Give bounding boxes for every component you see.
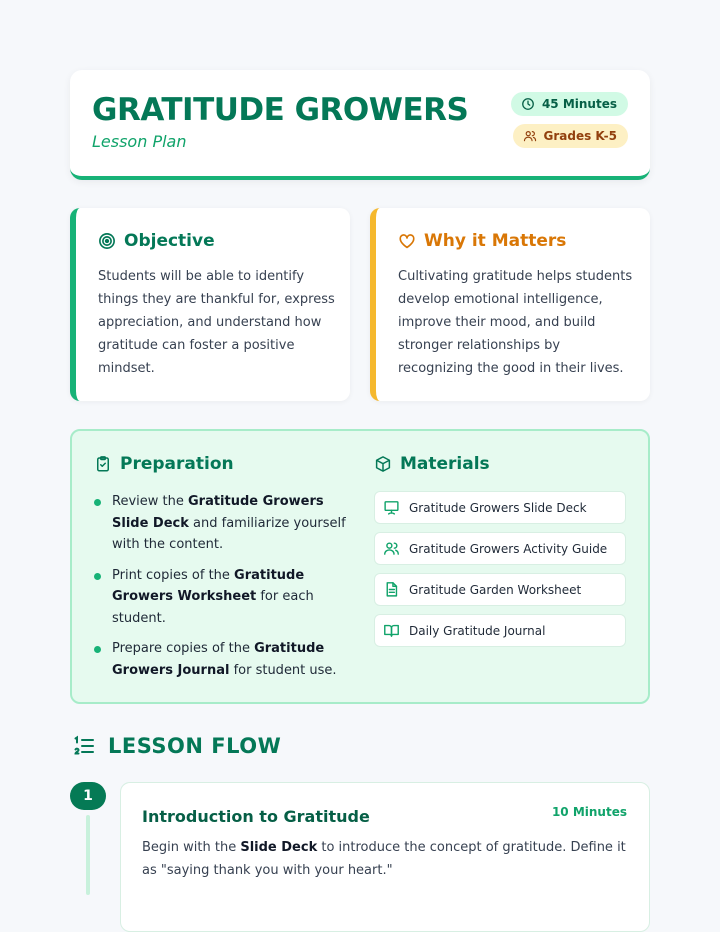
preparation-heading [94,454,234,474]
why-it-matters-card [370,208,650,401]
step-card [120,782,650,932]
header-card [70,70,650,180]
objective-heading [98,231,215,251]
grades-badge [513,124,629,148]
duration-label: 45 Minutes [541,97,617,111]
presentation-icon [383,499,400,516]
objective-heading-text: Objective [124,231,215,251]
page-subtitle: Lesson Plan [92,132,187,151]
material-label: Gratitude Growers Slide Deck [409,500,587,515]
list-item: Print copies of the Gratitude Growers Worksheet for each student. [94,565,354,630]
book-icon [383,622,400,639]
material-label: Daily Gratitude Journal [409,623,546,638]
clock-icon [521,97,535,111]
lesson-flow-heading-text: LESSON FLOW [108,734,282,758]
why-heading [398,231,566,251]
users-icon [523,129,537,143]
material-label: Gratitude Growers Activity Guide [409,541,608,556]
material-item[interactable] [374,614,626,647]
clipboard-check-icon [94,455,112,473]
materials-heading [374,454,490,474]
why-text: Cultivating gratitude helps students develop emotional intelligence, improve their mood, and build stronger relationships by recognizing the good in their lives. [398,269,633,376]
step-description: Begin with the Slide Deck to introduce the concept of gratitude. Define it as "saying thank you with your heart." [142,840,626,878]
preparation-materials-panel [70,429,650,704]
preparation-heading-text: Preparation [120,454,234,474]
numbered-list-icon [72,734,96,758]
step-number-badge: 1 [70,782,106,810]
materials-heading-text: Materials [400,454,490,474]
lesson-flow-heading [72,734,281,758]
materials-list [374,491,626,655]
objective-text: Students will be able to identify things they are thankful for, express appreciation, and understand how gratitude can foster a positive mindset. [98,269,335,376]
step-title: Introduction to Gratitude [142,807,370,826]
material-item[interactable] [374,573,626,606]
grades-label: Grades K-5 [543,129,617,143]
document-icon [383,581,400,598]
heart-icon [398,232,416,250]
objective-card [70,208,350,401]
material-label: Gratitude Garden Worksheet [409,582,582,597]
target-icon [98,232,116,250]
list-item: Prepare copies of the Gratitude Growers Journal for student use. [94,638,354,681]
step-duration: 10 Minutes [551,805,627,819]
page-title: GRATITUDE GROWERS [92,92,469,128]
users-icon [383,540,400,557]
material-item[interactable] [374,532,626,565]
box-icon [374,455,392,473]
list-item: Review the Gratitude Growers Slide Deck and familiarize yourself with the content. [94,491,354,556]
timeline-line [86,815,90,895]
why-heading-text: Why it Matters [424,231,567,251]
material-item[interactable] [374,491,626,524]
preparation-list [94,491,354,690]
duration-badge [511,92,628,116]
